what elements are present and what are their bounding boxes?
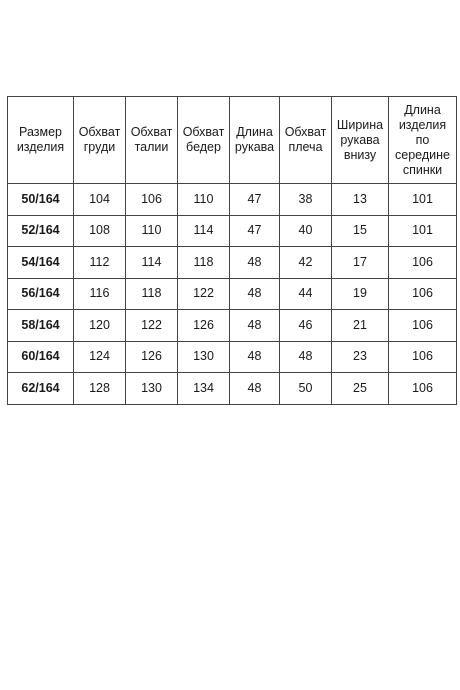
hips-cell: 130	[178, 341, 230, 373]
garment-length-cell: 106	[389, 310, 457, 342]
waist-cell: 122	[126, 310, 178, 342]
chest-cell: 112	[74, 247, 126, 279]
garment-length-cell: 106	[389, 341, 457, 373]
header-chest: Обхват груди	[74, 97, 126, 184]
table-row	[8, 373, 457, 405]
sleeve-width-cell: 13	[332, 184, 389, 216]
header-waist: Обхват талии	[126, 97, 178, 184]
waist-cell: 130	[126, 373, 178, 405]
table-row	[8, 215, 457, 247]
waist-cell: 114	[126, 247, 178, 279]
size-cell: 62/164	[8, 373, 74, 405]
size-chart-table	[7, 96, 457, 405]
sleeve-width-cell: 25	[332, 373, 389, 405]
sleeve-width-cell: 19	[332, 278, 389, 310]
size-cell: 54/164	[8, 247, 74, 279]
garment-length-cell: 101	[389, 184, 457, 216]
sleeve-length-cell: 48	[230, 373, 280, 405]
header-sleeve-width: Ширина рукава внизу	[332, 97, 389, 184]
shoulder-cell: 42	[280, 247, 332, 279]
shoulder-cell: 44	[280, 278, 332, 310]
size-cell: 60/164	[8, 341, 74, 373]
table-row	[8, 341, 457, 373]
table-row	[8, 247, 457, 279]
sleeve-length-cell: 48	[230, 341, 280, 373]
sleeve-length-cell: 47	[230, 215, 280, 247]
garment-length-cell: 106	[389, 373, 457, 405]
waist-cell: 110	[126, 215, 178, 247]
garment-length-cell: 106	[389, 278, 457, 310]
hips-cell: 118	[178, 247, 230, 279]
chest-cell: 120	[74, 310, 126, 342]
hips-cell: 126	[178, 310, 230, 342]
sleeve-length-cell: 48	[230, 278, 280, 310]
sleeve-width-cell: 17	[332, 247, 389, 279]
waist-cell: 106	[126, 184, 178, 216]
sleeve-length-cell: 48	[230, 310, 280, 342]
chest-cell: 116	[74, 278, 126, 310]
hips-cell: 122	[178, 278, 230, 310]
sleeve-width-cell: 15	[332, 215, 389, 247]
shoulder-cell: 48	[280, 341, 332, 373]
sleeve-length-cell: 48	[230, 247, 280, 279]
shoulder-cell: 38	[280, 184, 332, 216]
size-cell: 56/164	[8, 278, 74, 310]
table-row	[8, 310, 457, 342]
chest-cell: 104	[74, 184, 126, 216]
garment-length-cell: 106	[389, 247, 457, 279]
header-size: Размер изделия	[8, 97, 74, 184]
hips-cell: 114	[178, 215, 230, 247]
size-cell: 52/164	[8, 215, 74, 247]
waist-cell: 118	[126, 278, 178, 310]
hips-cell: 134	[178, 373, 230, 405]
header-garment-length: Длина изделия по середине спинки	[389, 97, 457, 184]
table-body	[8, 184, 457, 405]
shoulder-cell: 46	[280, 310, 332, 342]
shoulder-cell: 50	[280, 373, 332, 405]
size-cell: 58/164	[8, 310, 74, 342]
size-cell: 50/164	[8, 184, 74, 216]
sleeve-width-cell: 21	[332, 310, 389, 342]
waist-cell: 126	[126, 341, 178, 373]
chest-cell: 108	[74, 215, 126, 247]
shoulder-cell: 40	[280, 215, 332, 247]
header-hips: Обхват бедер	[178, 97, 230, 184]
sleeve-length-cell: 47	[230, 184, 280, 216]
chest-cell: 124	[74, 341, 126, 373]
header-sleeve-length: Длина рукава	[230, 97, 280, 184]
header-row	[8, 97, 457, 184]
table-row	[8, 278, 457, 310]
chest-cell: 128	[74, 373, 126, 405]
garment-length-cell: 101	[389, 215, 457, 247]
table-row	[8, 184, 457, 216]
hips-cell: 110	[178, 184, 230, 216]
table-header	[8, 97, 457, 184]
sleeve-width-cell: 23	[332, 341, 389, 373]
header-shoulder: Обхват плеча	[280, 97, 332, 184]
